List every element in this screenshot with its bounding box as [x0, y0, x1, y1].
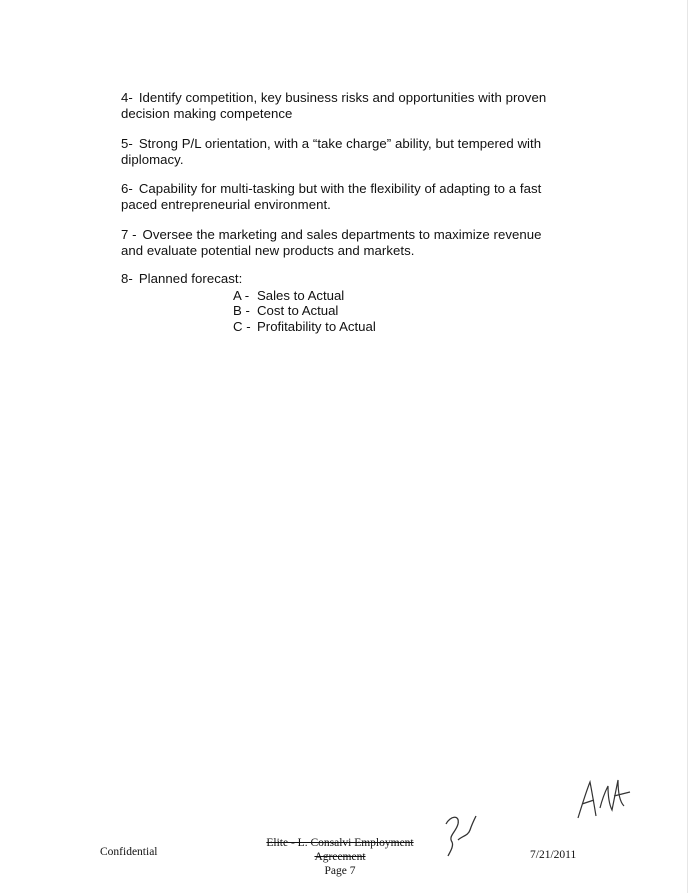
forecast-text: Cost to Actual	[257, 303, 339, 318]
item-text: Oversee the marketing and sales departments to maximize revenue and evaluate potential new products and markets.	[121, 227, 542, 258]
responsibility-item-7	[121, 227, 561, 259]
forecast-item-b	[233, 303, 338, 319]
responsibility-item-4	[121, 90, 561, 122]
forecast-item-a	[233, 288, 344, 304]
forecast-letter: A -	[233, 288, 250, 303]
responsibility-item-5	[121, 136, 561, 168]
responsibility-item-6	[121, 181, 561, 213]
item-number: 7 -	[121, 227, 137, 242]
responsibility-item-8	[121, 271, 561, 287]
page-edge	[687, 0, 688, 893]
item-number: 8-	[121, 271, 133, 286]
page-number: Page 7	[324, 865, 356, 877]
forecast-text: Profitability to Actual	[257, 319, 376, 334]
handwritten-signature-icon	[440, 810, 480, 860]
item-text: Strong P/L orientation, with a “take charge” ability, but tempered with diplomacy.	[121, 136, 542, 167]
handwritten-initials-icon	[570, 770, 640, 830]
footer-date: 7/21/2011	[530, 849, 577, 861]
item-number: 5-	[121, 136, 133, 151]
forecast-letter: B -	[233, 303, 250, 318]
footer-document-title	[240, 836, 440, 878]
forecast-letter: C -	[233, 319, 251, 334]
agreement-title: Elite - L. Consalvi Employment Agreement	[266, 837, 414, 863]
forecast-text: Sales to Actual	[257, 288, 345, 303]
item-text: Planned forecast:	[138, 271, 243, 286]
item-number: 4-	[121, 90, 133, 105]
footer-confidential: Confidential	[100, 846, 158, 858]
forecast-item-c	[233, 319, 376, 335]
item-text: Identify competition, key business risks and opportunities with proven decision making competence	[121, 90, 547, 121]
item-number: 6-	[121, 181, 133, 196]
item-text: Capability for multi-tasking but with the flexibility of adapting to a fast paced entrepreneurial environment.	[121, 181, 542, 212]
